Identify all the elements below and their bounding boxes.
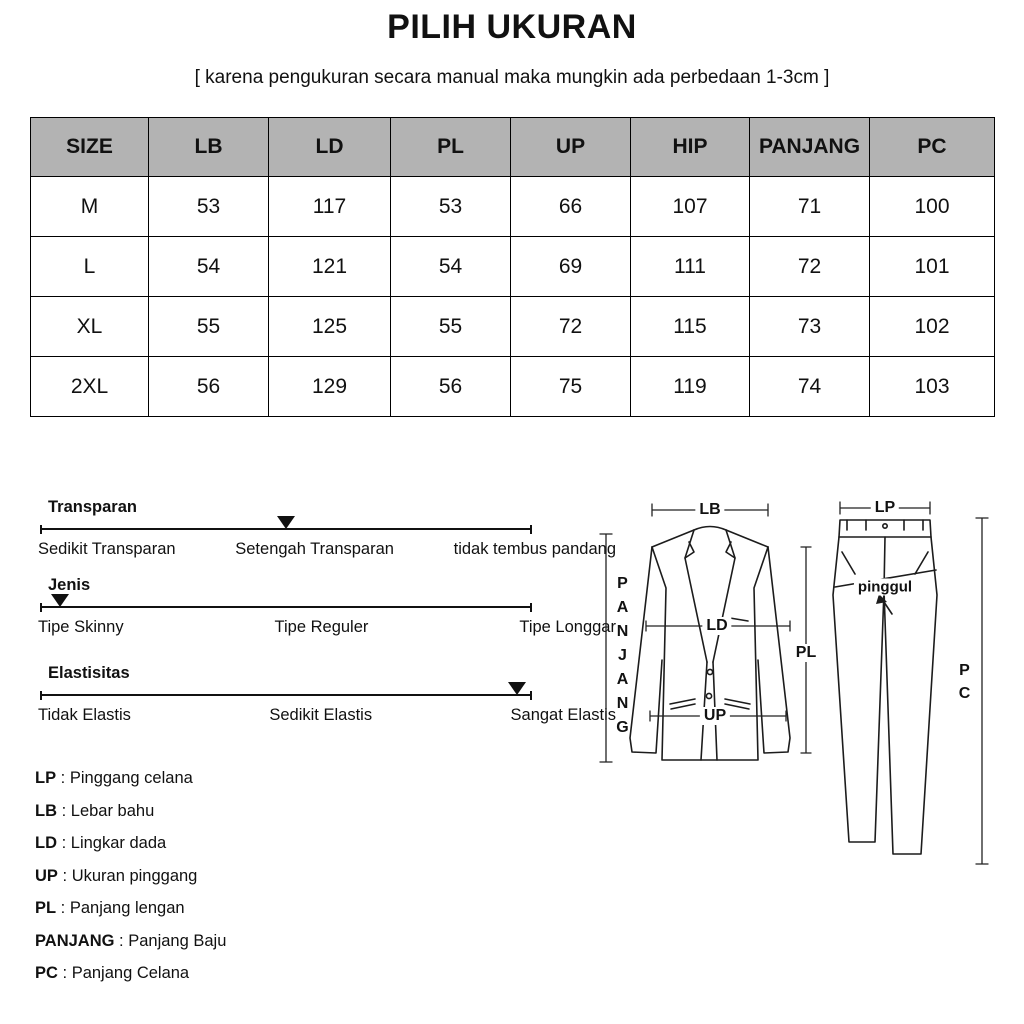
scale-track <box>40 606 532 608</box>
legend-separator: : <box>114 931 129 950</box>
value-cell: 117 <box>269 177 391 237</box>
table-row <box>31 357 995 417</box>
marker-triangle-icon <box>508 682 526 695</box>
scale-elastisitas <box>38 663 616 725</box>
label-pinggul: pinggul <box>854 579 916 596</box>
legend-separator: : <box>57 834 71 852</box>
scale-title: Elastisitas <box>48 664 130 682</box>
value-cell: 56 <box>149 357 269 417</box>
legend-item <box>35 800 226 822</box>
legend-separator: : <box>56 769 70 787</box>
label-up: UP <box>700 707 730 725</box>
scale-title: Transparan <box>48 498 137 516</box>
col-header-pl: PL <box>391 118 511 177</box>
value-cell: 53 <box>149 177 269 237</box>
legend-desc: Pinggang celana <box>69 769 193 787</box>
value-cell: 129 <box>269 357 391 417</box>
col-header-lb: LB <box>149 118 269 177</box>
label-lp: LP <box>871 499 899 517</box>
legend-separator: : <box>57 964 72 982</box>
value-cell: 69 <box>511 237 631 297</box>
legend-abbr: PL <box>35 899 57 917</box>
legend-desc: Panjang Baju <box>128 931 227 950</box>
legend-abbr: LD <box>35 834 57 852</box>
legend-separator: : <box>56 899 70 917</box>
legend-abbr: PANJANG <box>35 931 115 950</box>
label-pc: PC <box>956 662 973 708</box>
value-cell: 115 <box>631 297 750 357</box>
scale-option: Tipe Longgar <box>519 618 616 636</box>
col-header-panjang: PANJANG <box>750 118 870 177</box>
legend-abbr: LB <box>35 801 57 820</box>
table-header-row <box>31 118 995 177</box>
legend-item <box>35 832 226 854</box>
scale-track <box>40 528 532 530</box>
value-cell: 102 <box>870 297 995 357</box>
legend-item <box>35 865 226 887</box>
scale-jenis <box>38 575 616 637</box>
value-cell: 125 <box>269 297 391 357</box>
scale-option: Sedikit Elastis <box>269 706 373 724</box>
table-row <box>31 177 995 237</box>
label-ld: LD <box>702 617 731 635</box>
legend-abbr: LP <box>35 769 57 787</box>
marker-triangle-icon <box>277 516 295 529</box>
pants-drawing <box>833 520 937 854</box>
scale-options <box>38 705 616 725</box>
measurement-lines <box>600 502 988 864</box>
legend-desc: Panjang lengan <box>69 899 185 917</box>
legend-desc: Ukuran pinggang <box>71 866 198 885</box>
value-cell: 66 <box>511 177 631 237</box>
scale-options <box>38 617 616 637</box>
garment-diagram <box>590 490 1024 882</box>
value-cell: 73 <box>750 297 870 357</box>
legend-item <box>35 962 226 984</box>
scale-option: Tipe Skinny <box>38 618 124 636</box>
size-cell: XL <box>31 297 149 357</box>
legend-desc: Panjang Celana <box>71 964 190 982</box>
col-header-ld: LD <box>269 118 391 177</box>
scale-options <box>38 539 616 559</box>
value-cell: 55 <box>391 297 511 357</box>
value-cell: 111 <box>631 237 750 297</box>
legend <box>35 767 226 995</box>
legend-item <box>35 897 226 919</box>
scale-title: Jenis <box>48 576 91 594</box>
table-row <box>31 237 995 297</box>
label-lb: LB <box>695 501 724 519</box>
label-pl: PL <box>792 644 820 662</box>
value-cell: 72 <box>511 297 631 357</box>
table-row <box>31 297 995 357</box>
value-cell: 55 <box>149 297 269 357</box>
scale-option: Tidak Elastis <box>38 706 131 724</box>
value-cell: 75 <box>511 357 631 417</box>
size-table <box>30 117 995 417</box>
scale-track <box>40 694 532 696</box>
value-cell: 72 <box>750 237 870 297</box>
value-cell: 100 <box>870 177 995 237</box>
legend-desc: Lebar bahu <box>70 801 155 820</box>
value-cell: 119 <box>631 357 750 417</box>
value-cell: 103 <box>870 357 995 417</box>
marker-triangle-icon <box>51 594 69 607</box>
value-cell: 121 <box>269 237 391 297</box>
legend-desc: Lingkar dada <box>70 834 167 852</box>
legend-abbr: UP <box>35 866 58 885</box>
size-cell: M <box>31 177 149 237</box>
page-subtitle: [ karena pengukuran secara manual maka mungkin ada perbedaan 1-3cm ] <box>194 67 830 88</box>
legend-separator: : <box>57 801 71 820</box>
scale-option: Sangat Elastis <box>510 706 616 724</box>
legend-abbr: PC <box>35 964 58 982</box>
value-cell: 74 <box>750 357 870 417</box>
size-cell: L <box>31 237 149 297</box>
legend-item <box>35 930 226 952</box>
scale-transparan <box>38 497 616 559</box>
col-header-pc: PC <box>870 118 995 177</box>
scale-option: tidak tembus pandang <box>453 540 616 558</box>
size-cell: 2XL <box>31 357 149 417</box>
value-cell: 107 <box>631 177 750 237</box>
col-header-hip: HIP <box>631 118 750 177</box>
scale-option: Sedikit Transparan <box>38 540 176 558</box>
value-cell: 56 <box>391 357 511 417</box>
col-header-up: UP <box>511 118 631 177</box>
legend-item <box>35 767 226 789</box>
scale-option: Setengah Transparan <box>235 540 394 558</box>
value-cell: 54 <box>149 237 269 297</box>
value-cell: 53 <box>391 177 511 237</box>
page-title: PILIH UKURAN <box>387 8 637 46</box>
value-cell: 101 <box>870 237 995 297</box>
scale-option: Tipe Reguler <box>274 618 369 636</box>
label-panjang: PANJANG <box>614 575 631 743</box>
value-cell: 71 <box>750 177 870 237</box>
value-cell: 54 <box>391 237 511 297</box>
col-header-size: SIZE <box>31 118 149 177</box>
legend-separator: : <box>57 866 72 885</box>
